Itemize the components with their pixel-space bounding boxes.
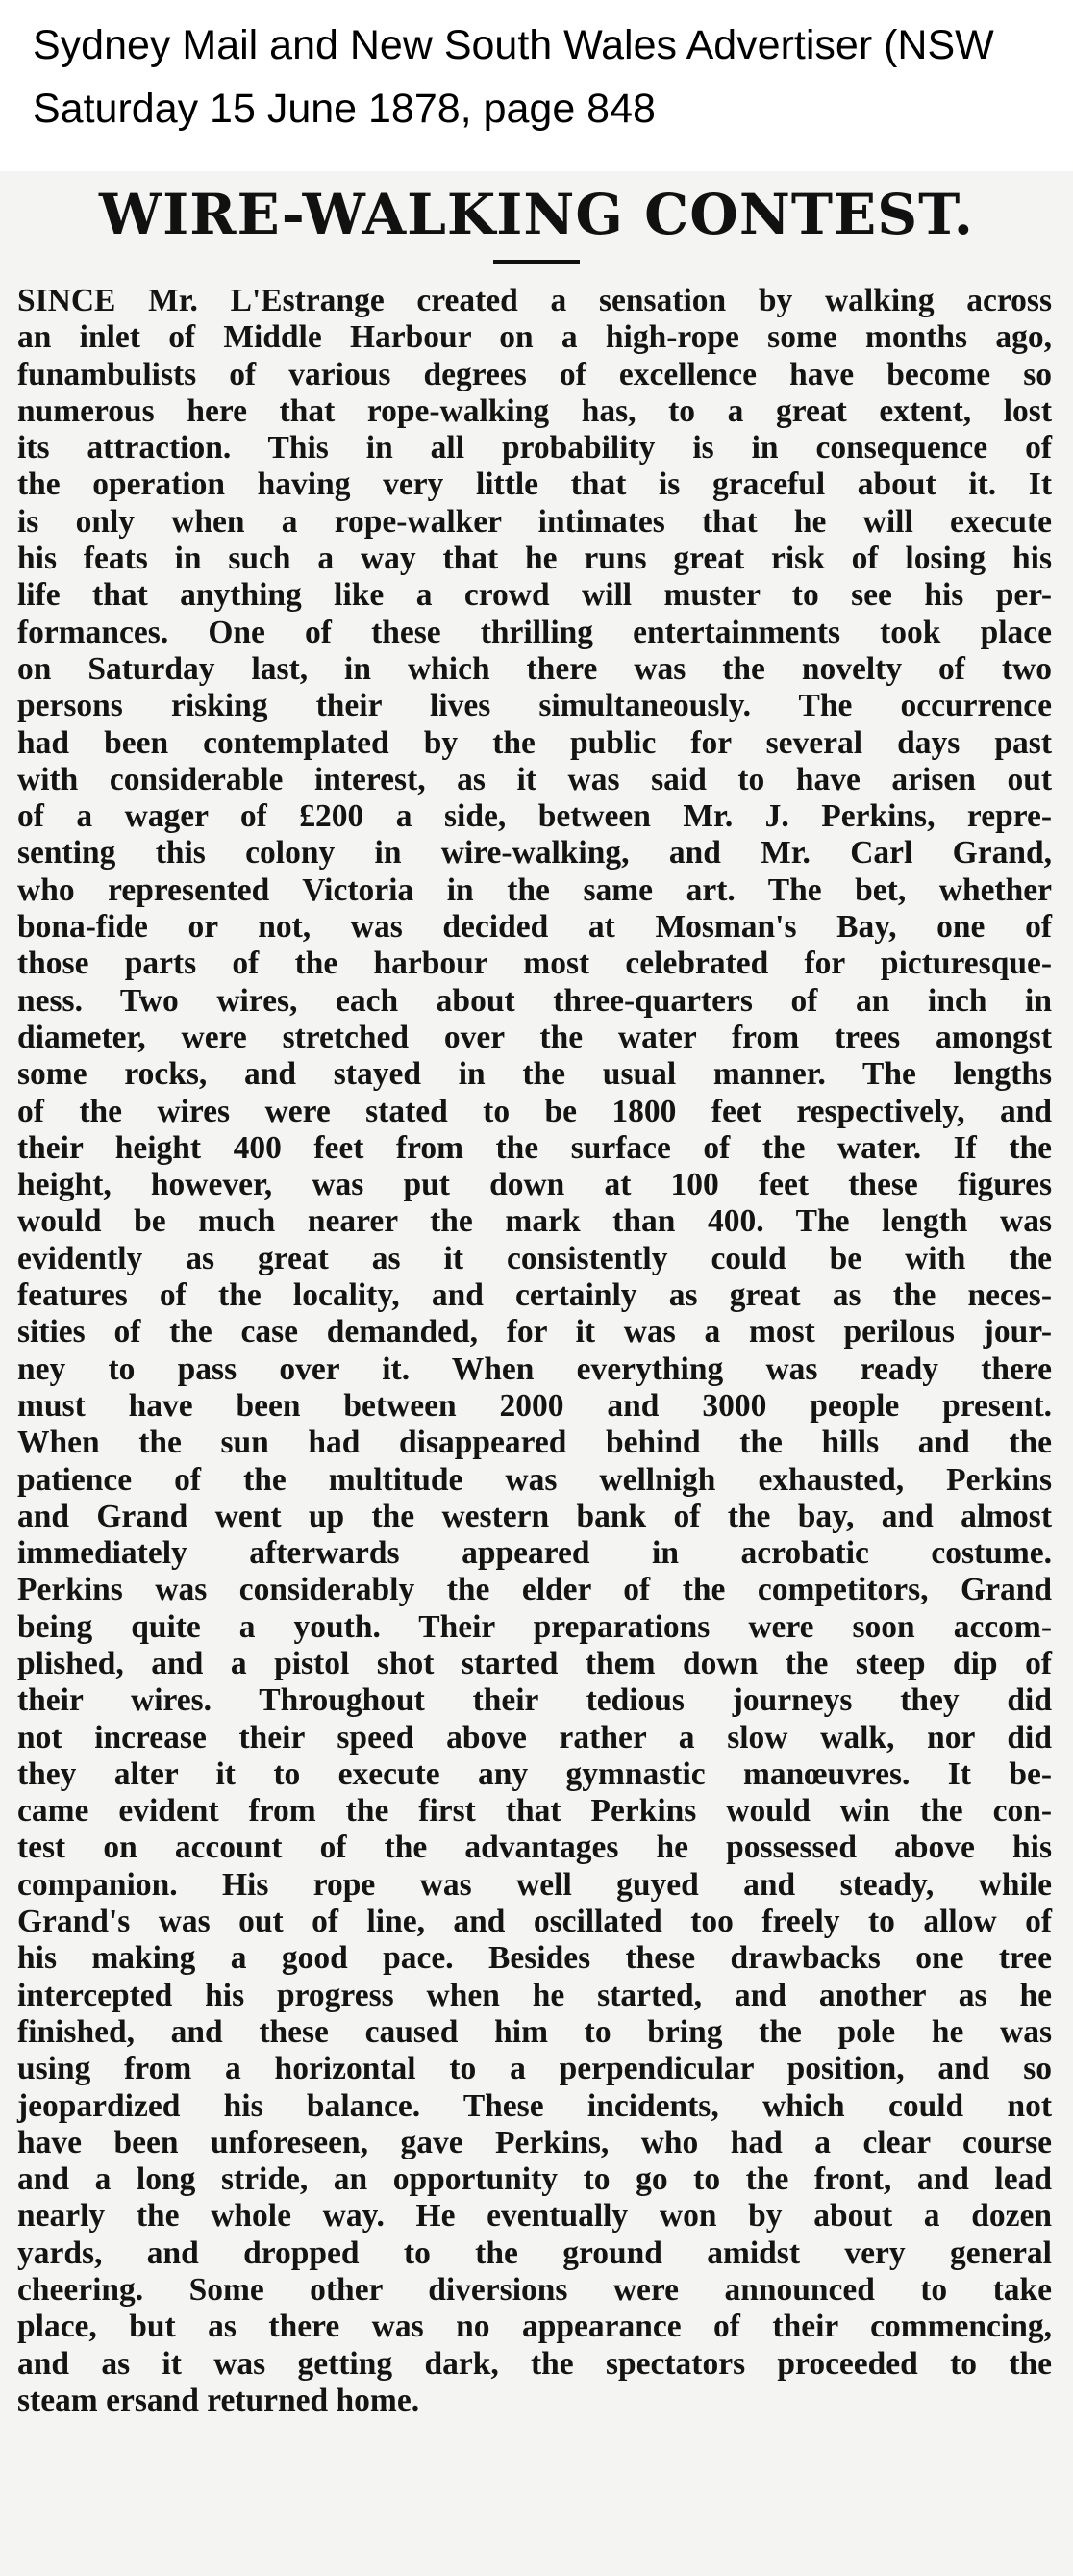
article-line: plished, and a pistol shot started them down the steep dip of (17, 1645, 1052, 1681)
article-line: of a wager of £200 a side, between Mr. J. Perkins, repre- (17, 798, 1052, 835)
article-line: of the wires were stated to be 1800 feet respectively, and (17, 1093, 1052, 1129)
article-line: nearly the whole way. He eventually won by about a dozen (17, 2198, 1052, 2235)
article-line: sities of the case demanded, for it was a most perilous jour- (17, 1314, 1052, 1351)
article-line: they alter it to execute any gymnastic manœuvres. It be- (17, 1755, 1052, 1792)
article-line: jeopardized his balance. These incidents, which could not (17, 2087, 1052, 2124)
article-line: senting this colony in wire-walking, and Mr. Carl Grand, (17, 835, 1052, 871)
article-body (17, 283, 1052, 2419)
article-line: had been contemplated by the public for several days past (17, 724, 1052, 761)
article-line: those parts of the harbour most celebrated for picturesque- (17, 946, 1052, 982)
article-line: features of the locality, and certainly as great as the neces- (17, 1277, 1052, 1314)
article-line: numerous here that rope-walking has, to a great extent, lost (17, 392, 1052, 429)
article-line: an inlet of Middle Harbour on a high-rope some months ago, (17, 319, 1052, 356)
article-line: using from a horizontal to a perpendicular position, and so (17, 2051, 1052, 2087)
article-line: would be much nearer the mark than 400. The length was (17, 1203, 1052, 1240)
article-line: and a long stride, an opportunity to go to the front, and lead (17, 2161, 1052, 2198)
article-line: steam ersand returned home. (17, 2382, 420, 2418)
article-line: have been unforeseen, gave Perkins, who had a clear course (17, 2124, 1052, 2160)
article-line: with considerable interest, as it was said to have arisen out (17, 761, 1052, 797)
article-line: intercepted his progress when he started, and another as he (17, 1977, 1052, 2013)
article-line: and Grand went up the western bank of the bay, and almost (17, 1498, 1052, 1534)
article-line: Grand's was out of line, and oscillated too freely to allow of (17, 1904, 1052, 1940)
article-line: is only when a rope-walker intimates that he will execute (17, 503, 1052, 540)
article-line: persons risking their lives simultaneously. The occurrence (17, 688, 1052, 724)
article-line: formances. One of these thrilling entertainments took place (17, 614, 1052, 650)
article-line: on Saturday last, in which there was the novelty of two (17, 650, 1052, 687)
article-line: not increase their speed above rather a slow walk, nor did (17, 1719, 1052, 1755)
article-line: finished, and these caused him to bring the pole he was (17, 2013, 1052, 2050)
article-line: ney to pass over it. When everything was ready there (17, 1351, 1052, 1387)
article-line: immediately afterwards appeared in acrobatic costume. (17, 1535, 1052, 1572)
article-line: life that anything like a crowd will muster to see his per- (17, 577, 1052, 614)
article-line: his making a good pace. Besides these drawbacks one tree (17, 1940, 1052, 1977)
article-line: came evident from the first that Perkins would win the con- (17, 1793, 1052, 1830)
article-line: his feats in such a way that he runs great risk of losing his (17, 541, 1052, 577)
article-line: its attraction. This in all probability is in consequence of (17, 430, 1052, 467)
article-line: Perkins was considerably the elder of the competitors, Grand (17, 1572, 1052, 1608)
newspaper-clipping (0, 171, 1073, 2576)
source-date-page: Saturday 15 June 1878, page 848 (33, 86, 656, 132)
headline-rule (493, 260, 580, 264)
article-line: SINCE Mr. L'Estrange created a sensation by walking across (17, 283, 1052, 318)
article-line: who represented Victoria in the same art. The bet, whether (17, 871, 1052, 908)
article-line: yards, and dropped to the ground amidst very general (17, 2235, 1052, 2271)
article-line: bona-fide or not, was decided at Mosman's Bay, one of (17, 909, 1052, 946)
article-line: their height 400 feet from the surface of the water. If the (17, 1129, 1052, 1166)
article-line: and as it was getting dark, the spectators proceeded to the (17, 2345, 1052, 2382)
article-line: the operation having very little that is graceful about it. It (17, 467, 1052, 503)
article-line: must have been between 2000 and 3000 people present. (17, 1387, 1052, 1424)
article-line: cheering. Some other diversions were announced to take (17, 2272, 1052, 2309)
article-line: height, however, was put down at 100 feet these figures (17, 1167, 1052, 1203)
article-line: being quite a youth. Their preparations were soon accom- (17, 1608, 1052, 1645)
article-line: test on account of the advantages he possessed above his (17, 1830, 1052, 1866)
article-line: evidently as great as it consistently could be with the (17, 1240, 1052, 1276)
article-headline: WIRE-WALKING CONTEST. (99, 182, 974, 247)
article-line: funambulists of various degrees of excellence have become so (17, 356, 1052, 392)
source-header (0, 0, 1073, 171)
article-line: some rocks, and stayed in the usual manner. The lengths (17, 1056, 1052, 1093)
article-line: diameter, were stretched over the water from trees amongst (17, 1019, 1052, 1055)
article-line: patience of the multitude was wellnigh exhausted, Perkins (17, 1461, 1052, 1498)
source-publication: Sydney Mail and New South Wales Advertiser (NSW (33, 22, 994, 68)
article-line: companion. His rope was well guyed and steady, while (17, 1866, 1052, 1903)
article-line: place, but as there was no appearance of their commencing, (17, 2309, 1052, 2345)
article-line: their wires. Throughout their tedious journeys they did (17, 1682, 1052, 1719)
article-line: ness. Two wires, each about three-quarters of an inch in (17, 982, 1052, 1019)
article-line: When the sun had disappeared behind the hills and the (17, 1425, 1052, 1461)
